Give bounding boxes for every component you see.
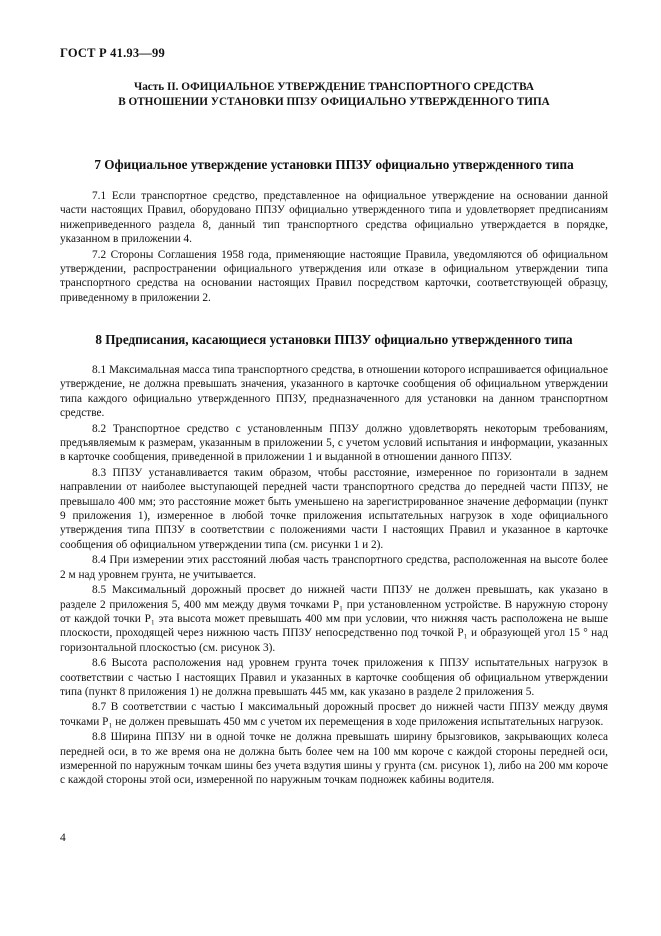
- paragraph-7-1: 7.1 Если транспортное средство, представленное на официальное утверждение на основании данной части настоящих Правил, оборудовано ППЗУ официально утвержденного типа и удовлетворяет предписаниям нижеприведенного раздела 8, данный тип транспортного средства официально утверждается в порядке, указанном в приложении 4.: [60, 190, 608, 246]
- part-title: [60, 80, 608, 110]
- section-7-body: [60, 189, 608, 305]
- paragraph-8-2: 8.2 Транспортное средство с установленным ППЗУ должно удовлетворять некоторым требованиям, предъявляемым к размерам, указанным в приложении 5, с учетом условий испытания и информации, указанных в карточке сообщения, приведенной в приложении 1 и выданной в отношении данного ППЗУ.: [60, 422, 608, 464]
- section-7-heading: 7 Официальное утверждение установки ППЗУ официально утвержденного типа: [94, 157, 574, 172]
- paragraph-8-6: 8.6 Высота расположения над уровнем грунта точек приложения к ППЗУ испытательных нагрузок в соответствии с частью I настоящих Правил и указанных в карточке сообщения об официальном утверждении типа (пункт 8 приложения 1) не должна превышать 445 мм, как указано в разделе 2 приложения 5.: [60, 657, 608, 698]
- section-8-body: [60, 363, 608, 788]
- part-title-line-1: Часть II. ОФИЦИАЛЬНОЕ УТВЕРЖДЕНИЕ ТРАНСПОРТНОГО СРЕДСТВА: [134, 81, 534, 93]
- paragraph-8-3: 8.3 ППЗУ устанавливается таким образом, чтобы расстояние, измеренное по горизонтали в заднем направлении от наиболее выступающей передней части транспортного средства до передней части ППЗУ, не превышало 400 мм; это расстояние может быть уменьшено на зарегистрированное значение деформации (пункт 9 приложения 1), измеренное в любой точке приложения испытательных нагрузок в ходе официального утверждения типа ППЗУ в соответствии с положениями части I настоящих Правил и указанное в карточке сообщения об официальном утверждении типа (см. рисунки 1 и 2).: [60, 466, 608, 551]
- paragraph-8-4: 8.4 При измерении этих расстояний любая часть транспортного средства, расположенная на высоте более 2 м над уровнем грунта, не учитывается.: [60, 554, 608, 581]
- paragraph-8-5: 8.5 Максимальный дорожный просвет до нижней части ППЗУ не должен превышать, как указано в разделе 2 приложения 5, 400 мм между двумя точками P₁ при установленном устройстве. В наружную сторону от каждой точки P₁ эта высота может превышать 400 мм при условии, что нижняя часть расположена не выше плоскости, проходящей через нижнюю часть ППЗУ непосредственно под точкой P₁ и образующей угол 15 ° над горизонтальной плоскостью (см. рисунок 3).: [60, 584, 608, 654]
- page-number: 4: [60, 832, 66, 844]
- paragraph-8-8: 8.8 Ширина ППЗУ ни в одной точке не должна превышать ширину брызговиков, закрывающих колеса передней оси, в то же время она не должна быть более чем на 100 мм короче с каждой стороны передней оси, измеренной по наружным точкам шины без учета вздутия шины у грунта (см. рисунок 1), либо на 200 мм короче с каждой стороны этой оси, измеренной по наружным точкам подножек кабины водителя.: [60, 731, 608, 787]
- section-8-heading: 8 Предписания, касающиеся установки ППЗУ официально утвержденного типа: [95, 332, 573, 347]
- paragraph-7-2: 7.2 Стороны Соглашения 1958 года, применяющие настоящие Правила, уведомляются об официальном утверждении, распространении официального утверждения или отказе в официальном утверждении типа транспортного средства на основании настоящих Правил посредством карточки, соответствующей образцу, приведенному в приложении 2.: [60, 248, 608, 304]
- paragraph-8-1: 8.1 Максимальная масса типа транспортного средства, в отношении которого испрашивается официальное утверждение, не должна превышать значения, указанного в карточке сообщения об официальном утверждении типа каждого официально утвержденного ППЗУ, предназначенного для установки на данном транспортном средстве.: [60, 364, 608, 420]
- document-code: ГОСТ Р 41.93—99: [60, 46, 165, 60]
- paragraph-8-7: 8.7 В соответствии с частью I максимальный дорожный просвет до нижней части ППЗУ между двумя точками P₁ не должен превышать 450 мм с учетом их перемещения в ходе приложения испытательных нагрузок.: [60, 701, 608, 728]
- part-title-line-2: В ОТНОШЕНИИ УСТАНОВКИ ППЗУ ОФИЦИАЛЬНО УТВЕРЖДЕННОГО ТИПА: [118, 96, 550, 108]
